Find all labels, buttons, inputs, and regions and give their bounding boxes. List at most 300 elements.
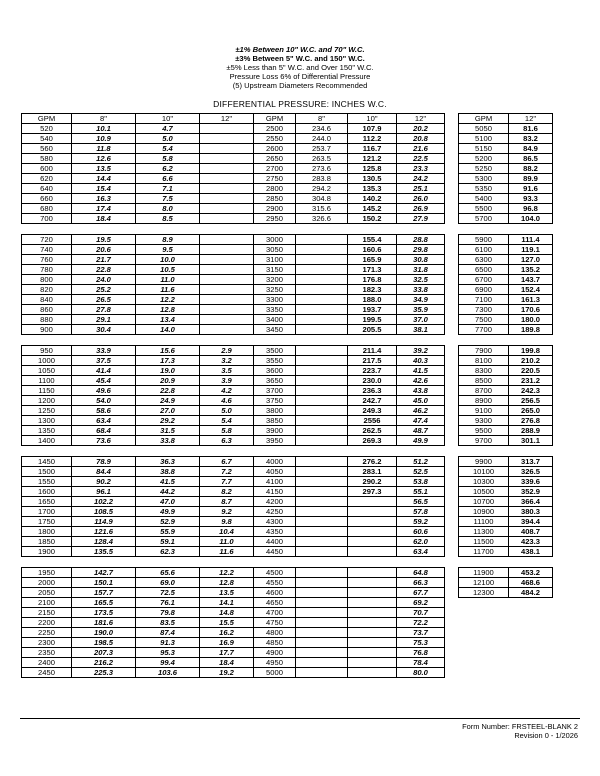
table-cell: 60.6: [397, 527, 445, 537]
table-row: [22, 547, 254, 557]
group-separator: [254, 557, 445, 568]
table-cell: 720: [22, 235, 72, 245]
table-row: [459, 406, 553, 416]
table-row: [459, 547, 553, 557]
table-cell: 193.7: [348, 305, 397, 315]
table-cell: 27.0: [136, 406, 200, 416]
table-cell: 17.7: [200, 648, 254, 658]
table-row: [22, 517, 254, 527]
table-cell: 242.3: [509, 386, 553, 396]
table-row: [459, 436, 553, 446]
table-cell: [348, 618, 397, 628]
table-cell: 72.2: [397, 618, 445, 628]
table-cell: 11700: [459, 547, 509, 557]
table-cell: 1900: [22, 547, 72, 557]
table-cell: [296, 315, 348, 325]
table-cell: 21.7: [72, 255, 136, 265]
table-cell: 35.9: [397, 305, 445, 315]
table-cell: 10.4: [200, 527, 254, 537]
table-cell: 1600: [22, 487, 72, 497]
table-cell: 49.9: [397, 436, 445, 446]
table-cell: [296, 235, 348, 245]
table-cell: 41.5: [136, 477, 200, 487]
table-cell: 69.0: [136, 578, 200, 588]
table-cell: 253.7: [296, 144, 348, 154]
table-row: [254, 325, 445, 335]
table-cell: 1800: [22, 527, 72, 537]
table-cell: 58.6: [72, 406, 136, 416]
table-cell: 107.9: [348, 124, 397, 134]
table-cell: 2400: [22, 658, 72, 668]
table-cell: 16.3: [72, 194, 136, 204]
table-cell: 89.9: [509, 174, 553, 184]
table-cell: 59.1: [136, 537, 200, 547]
table-cell: 13.4: [136, 315, 200, 325]
table-cell: 2500: [254, 124, 296, 134]
table-cell: 265.0: [509, 406, 553, 416]
table-cell: [296, 547, 348, 557]
table-cell: [348, 648, 397, 658]
table-cell: [296, 467, 348, 477]
separator-cell: [22, 335, 254, 346]
table-row: [22, 144, 254, 154]
table-cell: 10100: [459, 467, 509, 477]
group-separator: [254, 335, 445, 346]
table-cell: 10500: [459, 487, 509, 497]
table-cell: 14.1: [200, 598, 254, 608]
column-header: 12": [397, 114, 445, 124]
table-header-row: [254, 114, 445, 124]
table-cell: 53.8: [397, 477, 445, 487]
table-row: [254, 588, 445, 598]
table-row: [459, 376, 553, 386]
table-row: [459, 315, 553, 325]
table-row: [459, 325, 553, 335]
table-row: [22, 194, 254, 204]
table-row: [254, 578, 445, 588]
table-row: [22, 598, 254, 608]
table-cell: 2050: [22, 588, 72, 598]
table-cell: 8300: [459, 366, 509, 376]
table-cell: 49.9: [136, 507, 200, 517]
table-row: [459, 184, 553, 194]
table-row: [22, 638, 254, 648]
table-cell: 4400: [254, 537, 296, 547]
table-cell: 30.8: [397, 255, 445, 265]
table-cell: 12.6: [72, 154, 136, 164]
table-row: [22, 315, 254, 325]
table-cell: [296, 517, 348, 527]
table-cell: 5.0: [136, 134, 200, 144]
table-row: [254, 356, 445, 366]
table-row: [22, 416, 254, 426]
table-cell: [296, 568, 348, 578]
table-cell: 45.0: [397, 396, 445, 406]
table-cell: 24.9: [136, 396, 200, 406]
table-cell: [200, 174, 254, 184]
table-row: [254, 628, 445, 638]
separator-cell: [254, 557, 445, 568]
table-cell: 12300: [459, 588, 509, 598]
table-row: [254, 497, 445, 507]
table-cell: 3.2: [200, 356, 254, 366]
table-cell: 66.3: [397, 578, 445, 588]
table-row: [22, 527, 254, 537]
table-cell: 5250: [459, 164, 509, 174]
table-cell: 6.6: [136, 174, 200, 184]
table-row: [459, 426, 553, 436]
table-cell: 90.2: [72, 477, 136, 487]
separator-cell: [22, 446, 254, 457]
table-cell: 3850: [254, 416, 296, 426]
table-cell: 22.5: [397, 154, 445, 164]
table-cell: 800: [22, 275, 72, 285]
table-row: [459, 356, 553, 366]
table-cell: [200, 295, 254, 305]
table-cell: 59.2: [397, 517, 445, 527]
table-row: [459, 285, 553, 295]
table-cell: [348, 668, 397, 678]
table-cell: [296, 406, 348, 416]
table-cell: 294.2: [296, 184, 348, 194]
table-cell: 16.2: [200, 628, 254, 638]
table-cell: 6.2: [136, 164, 200, 174]
table-row: [22, 154, 254, 164]
table-cell: 242.7: [348, 396, 397, 406]
table-cell: [348, 568, 397, 578]
table-cell: [200, 285, 254, 295]
table-row: [254, 547, 445, 557]
flow-table-2: [253, 113, 445, 678]
table-cell: [348, 628, 397, 638]
table-cell: 11.6: [200, 547, 254, 557]
table-cell: 76.1: [136, 598, 200, 608]
table-row: [22, 578, 254, 588]
table-cell: 43.8: [397, 386, 445, 396]
table-header-row: [459, 114, 553, 124]
group-separator: [459, 557, 553, 568]
table-cell: 6700: [459, 275, 509, 285]
table-row: [254, 255, 445, 265]
table-cell: 26.0: [397, 194, 445, 204]
table-cell: [348, 507, 397, 517]
table-row: [22, 214, 254, 224]
table-cell: 290.2: [348, 477, 397, 487]
table-cell: [348, 547, 397, 557]
table-cell: [200, 265, 254, 275]
table-cell: 4.7: [136, 124, 200, 134]
table-cell: 2200: [22, 618, 72, 628]
table-row: [254, 618, 445, 628]
table-cell: 2000: [22, 578, 72, 588]
table-cell: 408.7: [509, 527, 553, 537]
table-cell: 160.6: [348, 245, 397, 255]
table-cell: 453.2: [509, 568, 553, 578]
table-cell: 11.0: [136, 275, 200, 285]
table-cell: 5200: [459, 154, 509, 164]
table-cell: [348, 497, 397, 507]
table-cell: 46.2: [397, 406, 445, 416]
table-row: [22, 628, 254, 638]
table-cell: 8900: [459, 396, 509, 406]
accuracy-line-2: ±3% Between 5" W.C. and 150" W.C.: [235, 54, 365, 63]
table-cell: 11300: [459, 527, 509, 537]
table-cell: [296, 426, 348, 436]
revision-label: Revision 0 - 1/2026: [514, 731, 578, 740]
table-cell: 165.5: [72, 598, 136, 608]
table-row: [22, 275, 254, 285]
table-cell: 25.2: [72, 285, 136, 295]
table-cell: 366.4: [509, 497, 553, 507]
table-cell: 96.8: [509, 204, 553, 214]
table-cell: 76.8: [397, 648, 445, 658]
table-cell: 31.8: [397, 265, 445, 275]
table-cell: 45.4: [72, 376, 136, 386]
table-cell: 17.3: [136, 356, 200, 366]
table-cell: 5.4: [136, 144, 200, 154]
table-cell: 17.4: [72, 204, 136, 214]
table-cell: 1700: [22, 507, 72, 517]
table-cell: 20.6: [72, 245, 136, 255]
table-cell: 176.8: [348, 275, 397, 285]
table-row: [254, 517, 445, 527]
flow-table-1: [21, 113, 254, 678]
table-cell: 9100: [459, 406, 509, 416]
table-cell: 190.0: [72, 628, 136, 638]
table-cell: 4.6: [200, 396, 254, 406]
table-cell: [348, 578, 397, 588]
table-cell: [296, 578, 348, 588]
table-cell: 10300: [459, 477, 509, 487]
table-cell: 207.3: [72, 648, 136, 658]
table-cell: 27.8: [72, 305, 136, 315]
table-row: [459, 214, 553, 224]
table-cell: 438.1: [509, 547, 553, 557]
upstream-diameters-note: (5) Upstream Diameters Recommended: [232, 81, 368, 90]
accuracy-line-1: ±1% Between 10" W.C. and 70" W.C.: [235, 45, 365, 54]
table-row: [459, 204, 553, 214]
table-cell: 29.2: [136, 416, 200, 426]
table-cell: 4150: [254, 487, 296, 497]
group-separator: [22, 446, 254, 457]
table-cell: [200, 214, 254, 224]
table-cell: 11500: [459, 537, 509, 547]
table-row: [22, 366, 254, 376]
table-cell: 3900: [254, 426, 296, 436]
table-cell: 7.5: [136, 194, 200, 204]
table-cell: 37.0: [397, 315, 445, 325]
table-cell: 63.4: [397, 547, 445, 557]
table-cell: [200, 194, 254, 204]
table-cell: 394.4: [509, 517, 553, 527]
table-row: [254, 124, 445, 134]
separator-cell: [254, 335, 445, 346]
table-cell: 49.6: [72, 386, 136, 396]
table-cell: 560: [22, 144, 72, 154]
table-cell: 180.0: [509, 315, 553, 325]
table-cell: 9300: [459, 416, 509, 426]
table-cell: 8.0: [136, 204, 200, 214]
table-cell: 484.2: [509, 588, 553, 598]
table-row: [254, 346, 445, 356]
table-cell: 30.4: [72, 325, 136, 335]
table-cell: 6500: [459, 265, 509, 275]
table-row: [22, 658, 254, 668]
table-row: [254, 507, 445, 517]
table-cell: [296, 436, 348, 446]
table-cell: 57.8: [397, 507, 445, 517]
table-cell: 3250: [254, 285, 296, 295]
table-cell: 14.0: [136, 325, 200, 335]
table-row: [459, 255, 553, 265]
table-cell: [200, 305, 254, 315]
table-row: [22, 134, 254, 144]
table-cell: 40.3: [397, 356, 445, 366]
table-row: [459, 537, 553, 547]
table-cell: 125.8: [348, 164, 397, 174]
table-cell: [200, 325, 254, 335]
table-cell: 20.9: [136, 376, 200, 386]
table-cell: 326.5: [509, 467, 553, 477]
table-cell: 1200: [22, 396, 72, 406]
table-cell: [348, 658, 397, 668]
table-row: [459, 507, 553, 517]
table-cell: 4450: [254, 547, 296, 557]
table-row: [22, 174, 254, 184]
table-cell: [296, 618, 348, 628]
table-cell: [296, 638, 348, 648]
table-cell: 217.5: [348, 356, 397, 366]
table-cell: 3000: [254, 235, 296, 245]
table-cell: [296, 265, 348, 275]
table-cell: 19.0: [136, 366, 200, 376]
table-cell: 7700: [459, 325, 509, 335]
table-row: [254, 204, 445, 214]
table-cell: 3650: [254, 376, 296, 386]
table-row: [459, 588, 553, 598]
table-cell: 33.9: [72, 346, 136, 356]
table-cell: 2.9: [200, 346, 254, 356]
flow-table-3: [458, 113, 553, 598]
table-row: [254, 467, 445, 477]
table-cell: 102.2: [72, 497, 136, 507]
table-cell: 173.5: [72, 608, 136, 618]
table-cell: [296, 588, 348, 598]
table-row: [459, 305, 553, 315]
table-cell: 135.2: [509, 265, 553, 275]
table-cell: 12100: [459, 578, 509, 588]
table-cell: 276.8: [509, 416, 553, 426]
table-cell: 5700: [459, 214, 509, 224]
table-cell: 3750: [254, 396, 296, 406]
table-cell: 4550: [254, 578, 296, 588]
table-row: [22, 204, 254, 214]
table-cell: [296, 366, 348, 376]
table-row: [254, 265, 445, 275]
table-cell: 950: [22, 346, 72, 356]
table-row: [22, 235, 254, 245]
separator-cell: [22, 224, 254, 235]
table-cell: 170.6: [509, 305, 553, 315]
table-cell: 55.1: [397, 487, 445, 497]
table-cell: 54.0: [72, 396, 136, 406]
table-cell: 8700: [459, 386, 509, 396]
table-cell: [296, 648, 348, 658]
table-cell: 78.4: [397, 658, 445, 668]
table-cell: 315.6: [296, 204, 348, 214]
table-row: [459, 295, 553, 305]
table-cell: 4900: [254, 648, 296, 658]
table-row: [459, 275, 553, 285]
table-cell: 900: [22, 325, 72, 335]
separator-cell: [254, 446, 445, 457]
table-cell: 121.2: [348, 154, 397, 164]
table-cell: 4700: [254, 608, 296, 618]
table-row: [459, 457, 553, 467]
table-row: [22, 305, 254, 315]
footer-divider: [20, 718, 580, 719]
table-cell: 3.9: [200, 376, 254, 386]
table-row: [22, 356, 254, 366]
table-cell: 5000: [254, 668, 296, 678]
table-row: [459, 568, 553, 578]
table-cell: 13.5: [72, 164, 136, 174]
table-row: [254, 537, 445, 547]
column-header: GPM: [459, 114, 509, 124]
table-cell: [200, 124, 254, 134]
table-cell: 5050: [459, 124, 509, 134]
table-row: [22, 396, 254, 406]
table-cell: 1850: [22, 537, 72, 547]
table-row: [254, 295, 445, 305]
table-cell: 128.4: [72, 537, 136, 547]
table-row: [254, 194, 445, 204]
table-cell: 288.9: [509, 426, 553, 436]
table-cell: 6300: [459, 255, 509, 265]
table-cell: 11.6: [136, 285, 200, 295]
group-separator: [459, 224, 553, 235]
table-cell: 8500: [459, 376, 509, 386]
table-cell: [296, 457, 348, 467]
table-row: [254, 174, 445, 184]
table-cell: 189.8: [509, 325, 553, 335]
table-cell: 10700: [459, 497, 509, 507]
table-row: [459, 346, 553, 356]
table-cell: [296, 255, 348, 265]
table-cell: 29.8: [397, 245, 445, 255]
separator-cell: [254, 224, 445, 235]
table-cell: 13.5: [200, 588, 254, 598]
table-cell: 7.2: [200, 467, 254, 477]
table-cell: 680: [22, 204, 72, 214]
table-cell: 210.2: [509, 356, 553, 366]
separator-cell: [459, 335, 553, 346]
table-cell: 2250: [22, 628, 72, 638]
group-separator: [22, 224, 254, 235]
table-cell: 4.2: [200, 386, 254, 396]
table-row: [459, 527, 553, 537]
table-cell: [296, 346, 348, 356]
table-cell: 9.2: [200, 507, 254, 517]
table-row: [22, 467, 254, 477]
table-cell: 7900: [459, 346, 509, 356]
table-cell: 1950: [22, 568, 72, 578]
table-cell: 8100: [459, 356, 509, 366]
table-cell: 27.9: [397, 214, 445, 224]
table-cell: [296, 386, 348, 396]
table-row: [254, 477, 445, 487]
table-cell: [348, 527, 397, 537]
